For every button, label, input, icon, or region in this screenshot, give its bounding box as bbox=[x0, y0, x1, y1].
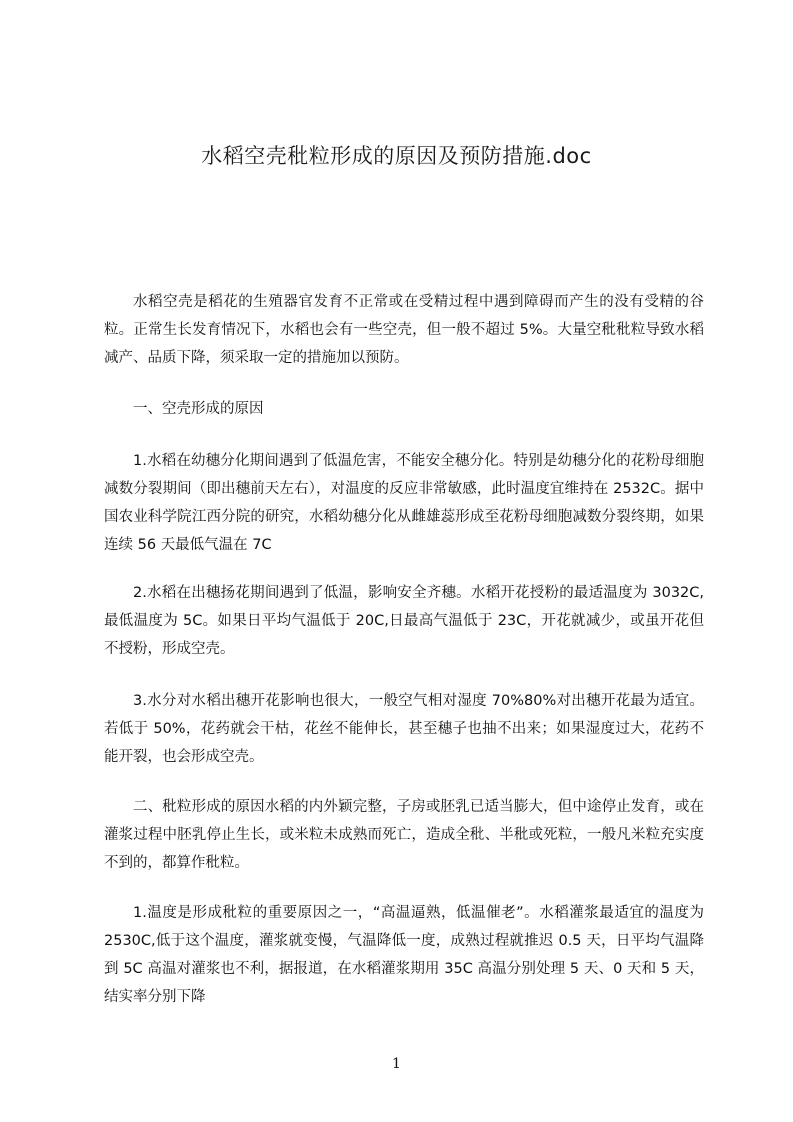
cause-item-1: 1.水稻在幼穗分化期间遇到了低温危害，不能安全穗分化。特别是幼穗分化的花粉母细胞减数分裂期间（即出穗前天左右），对温度的反应非常敏感，此时温度宜维持在 2532C。据中国农业科学院江西分院的研究，水稻幼穗分化从雌雄蕊形成至花粉母细胞减数分裂终期，如果连续 56 天最低气温在 7C bbox=[104, 453, 704, 553]
intro-paragraph: 水稻空壳是稻花的生殖器官发育不正常或在受精过程中遇到障碍而产生的没有受精的谷粒。正常生长发育情况下，水稻也会有一些空壳，但一般不超过 5%。大量空秕秕粒导致水稻减产、品质下降，须采取一定的措施加以预防。 bbox=[104, 294, 704, 366]
shriveled-cause-item-1: 1.温度是形成秕粒的重要原因之一，“高温逼熟，低温催老”。水稻灌浆最适宜的温度为 2530C,低于这个温度，灌浆就变慢，气温降低一度，成熟过程就推迟 0.5 天，日平均气温降到 5C 高温对灌浆也不利，据报道，在水稻灌浆期用 35C 高温分别处理 5 天、0 天和 5 天，结实率分别下降 bbox=[104, 905, 704, 1005]
page-number: 1 bbox=[392, 1056, 401, 1072]
section-paragraph-shriveled-grain-causes: 二、秕粒形成的原因水稻的内外颖完整，子房或胚乳已适当膨大，但中途停止发育，或在灌浆过程中胚乳停止生长，或米粒未成熟而死亡，造成全秕、半秕或死粒，一般凡米粒充实度不到的，都算作秕粒。 bbox=[104, 799, 704, 871]
cause-item-3: 3.水分对水稻出穗开花影响也很大，一般空气相对湿度 70%80%对出穗开花最为适宜。若低于 50%，花药就会干枯，花丝不能伸长，甚至穗子也抽不出来；如果湿度过大，花药不能开裂，也会形成空壳。 bbox=[104, 693, 704, 765]
cause-item-2: 2.水稻在出穗扬花期间遇到了低温，影响安全齐穗。水稻开花授粉的最适温度为 3032C,最低温度为 5C。如果日平均气温低于 20C,日最高气温低于 23C，开花就减少，或虽开花但不授粉，形成空壳。 bbox=[104, 585, 704, 657]
section-heading-empty-shell-causes: 一、空壳形成的原因 bbox=[133, 401, 264, 417]
document-title: 水稻空壳秕粒形成的原因及预防措施.doc bbox=[201, 144, 592, 168]
